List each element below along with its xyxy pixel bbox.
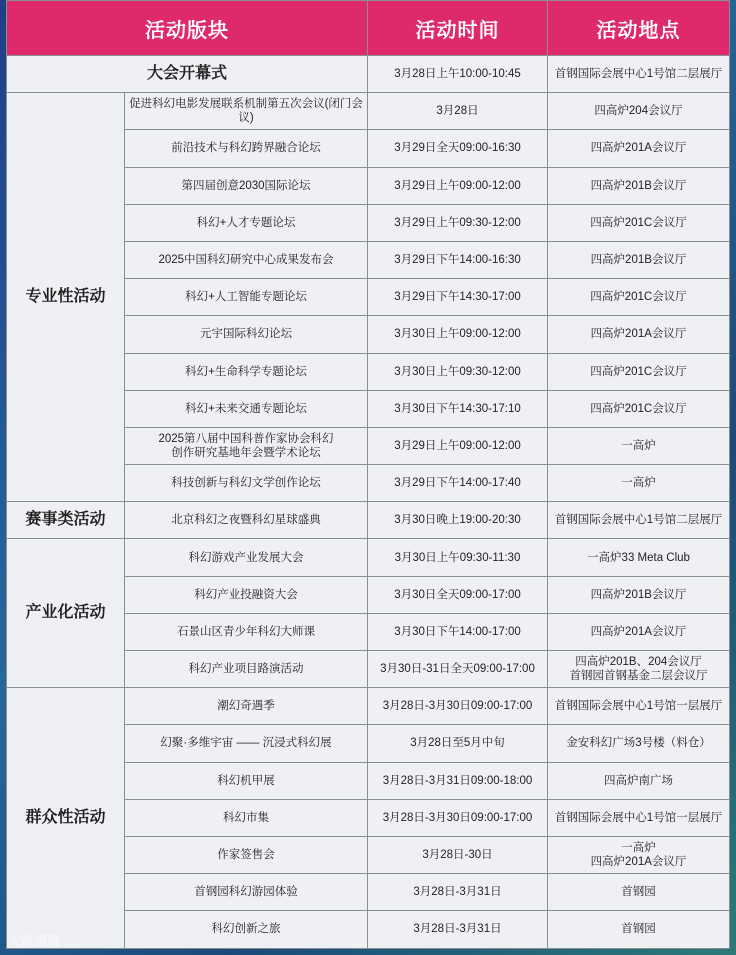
activity-name: 科幻市集 (125, 799, 368, 836)
activity-time: 3月28日-30日 (368, 836, 548, 873)
activity-name: 首钢园科幻游园体验 (125, 874, 368, 911)
category-cell: 专业性活动 (7, 93, 125, 502)
activity-place: 四高炉201A会议厅 (548, 130, 730, 167)
activity-name: 科幻产业项目路演活动 (125, 651, 368, 688)
header-place: 活动地点 (548, 1, 730, 56)
activity-time: 3月28日-3月30日09:00-17:00 (368, 688, 548, 725)
activity-time: 3月30日上午09:30-11:30 (368, 539, 548, 576)
activity-time: 3月28日-3月31日09:00-18:00 (368, 762, 548, 799)
activity-place: 一高炉 (548, 465, 730, 502)
activity-name: 科幻创新之旅 (125, 911, 368, 948)
header-time: 活动时间 (368, 1, 548, 56)
category-cell: 产业化活动 (7, 539, 125, 688)
activity-time: 3月28日-3月31日 (368, 911, 548, 948)
activity-name: 2025第八届中国科普作家协会科幻 创作研究基地年会暨学术论坛 (125, 427, 368, 464)
activity-name: 科幻+未来交通专题论坛 (125, 390, 368, 427)
activity-place: 首钢国际会展中心1号馆一层展厅 (548, 688, 730, 725)
table-row (7, 688, 730, 725)
activity-time: 3月28日 (368, 93, 548, 130)
activity-place: 四高炉201B会议厅 (548, 167, 730, 204)
activity-time: 3月28日至5月中旬 (368, 725, 548, 762)
table-row (7, 502, 730, 539)
activity-time: 3月30日上午09:00-12:00 (368, 316, 548, 353)
activity-name: 幻聚·多维宇宙 —— 沉浸式科幻展 (125, 725, 368, 762)
activity-name: 元宇国际科幻论坛 (125, 316, 368, 353)
activity-name: 潮幻奇遇季 (125, 688, 368, 725)
activity-name: 科技创新与科幻文学创作论坛 (125, 465, 368, 502)
activity-place: 首钢国际会展中心1号馆一层展厅 (548, 799, 730, 836)
opening-row (7, 56, 730, 93)
activity-name: 前沿技术与科幻跨界融合论坛 (125, 130, 368, 167)
activity-place: 四高炉201A会议厅 (548, 316, 730, 353)
activity-time: 3月30日晚上19:00-20:30 (368, 502, 548, 539)
activity-time: 3月28日-3月30日09:00-17:00 (368, 799, 548, 836)
activity-time: 3月30日全天09:00-17:00 (368, 576, 548, 613)
header-activity: 活动版块 (7, 1, 368, 56)
activity-time: 3月29日全天09:00-16:30 (368, 130, 548, 167)
schedule-table (6, 0, 730, 949)
activity-name: 科幻机甲展 (125, 762, 368, 799)
activity-name: 科幻游戏产业发展大会 (125, 539, 368, 576)
activity-place: 首钢园 (548, 874, 730, 911)
schedule-table-frame (6, 0, 729, 950)
activity-time: 3月29日上午09:00-12:00 (368, 167, 548, 204)
activity-time: 3月28日-3月31日 (368, 874, 548, 911)
opening-place: 首钢国际会展中心1号馆二层展厅 (548, 56, 730, 93)
activity-place: 金安科幻广场3号楼（料仓） (548, 725, 730, 762)
category-cell: 赛事类活动 (7, 502, 125, 539)
activity-place: 首钢国际会展中心1号馆二层展厅 (548, 502, 730, 539)
activity-name: 科幻+人工智能专题论坛 (125, 279, 368, 316)
activity-place: 四高炉南广场 (548, 762, 730, 799)
activity-place: 四高炉201C会议厅 (548, 204, 730, 241)
activity-time: 3月29日上午09:30-12:00 (368, 204, 548, 241)
activity-place: 一高炉 (548, 427, 730, 464)
activity-place: 四高炉201C会议厅 (548, 353, 730, 390)
activity-name: 石景山区青少年科幻大师课 (125, 613, 368, 650)
activity-name: 作家签售会 (125, 836, 368, 873)
activity-place: 四高炉201B会议厅 (548, 576, 730, 613)
activity-place: 四高炉201C会议厅 (548, 279, 730, 316)
table-row (7, 539, 730, 576)
activity-time: 3月30日下午14:30-17:10 (368, 390, 548, 427)
activity-time: 3月29日下午14:00-16:30 (368, 241, 548, 278)
activity-time: 3月30日-31日全天09:00-17:00 (368, 651, 548, 688)
activity-place: 一高炉 四高炉201A会议厅 (548, 836, 730, 873)
activity-place: 四高炉201B、204会议厅 首钢园首钢基金二层会议厅 (548, 651, 730, 688)
watermark: 大敗溶境 (8, 933, 61, 948)
activity-place: 首钢园 (548, 911, 730, 948)
activity-time: 3月29日下午14:30-17:00 (368, 279, 548, 316)
activity-place: 四高炉201B会议厅 (548, 241, 730, 278)
activity-name: 科幻产业投融资大会 (125, 576, 368, 613)
activity-name: 第四届创意2030国际论坛 (125, 167, 368, 204)
table-row (7, 93, 730, 130)
header-row (7, 1, 730, 56)
activity-name: 2025中国科幻研究中心成果发布会 (125, 241, 368, 278)
opening-name: 大会开幕式 (7, 56, 368, 93)
activity-time: 3月29日上午09:00-12:00 (368, 427, 548, 464)
activity-time: 3月29日下午14:00-17:40 (368, 465, 548, 502)
activity-place: 四高炉204会议厅 (548, 93, 730, 130)
opening-time: 3月28日上午10:00-10:45 (368, 56, 548, 93)
activity-name: 促进科幻电影发展联系机制第五次会议(闭门会议) (125, 93, 368, 130)
activity-place: 四高炉201A会议厅 (548, 613, 730, 650)
category-cell: 群众性活动 (7, 688, 125, 948)
activity-time: 3月30日下午14:00-17:00 (368, 613, 548, 650)
activity-name: 科幻+生命科学专题论坛 (125, 353, 368, 390)
activity-name: 北京科幻之夜暨科幻星球盛典 (125, 502, 368, 539)
activity-place: 一高炉33 Meta Club (548, 539, 730, 576)
activity-name: 科幻+人才专题论坛 (125, 204, 368, 241)
activity-place: 四高炉201C会议厅 (548, 390, 730, 427)
activity-time: 3月30日上午09:30-12:00 (368, 353, 548, 390)
